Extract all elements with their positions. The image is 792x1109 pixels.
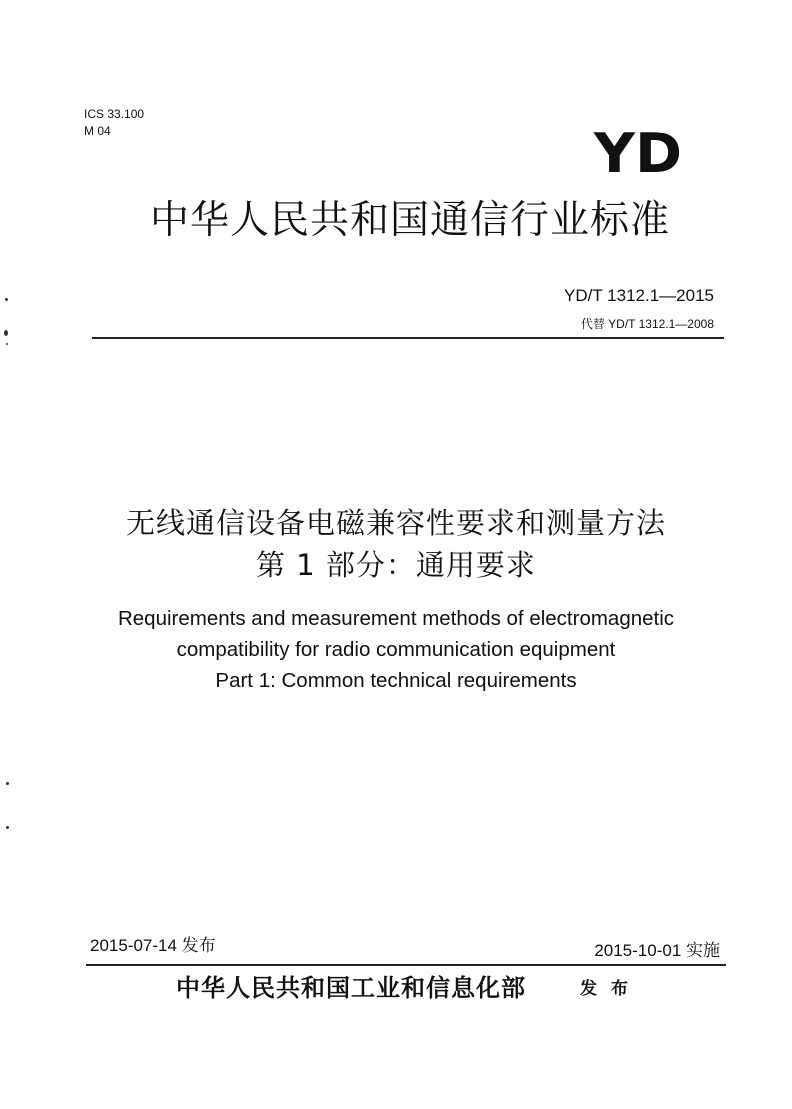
english-title: [40, 603, 752, 696]
english-title-line-2: compatibility for radio communication equipment: [176, 638, 616, 661]
ics-code: ICS 33.100: [84, 107, 145, 121]
chinese-title-line-2: 第 1 部分：通用要求: [256, 548, 536, 582]
scan-speck: [4, 330, 8, 336]
implementation-date: 2015-10-01 实施: [594, 941, 720, 960]
standard-number: YD/T 1312.1—2015: [564, 286, 714, 305]
ccs-code: M 04: [84, 124, 111, 138]
footer-divider: [86, 964, 726, 966]
scan-speck: [6, 343, 8, 345]
issuing-authority: 中华人民共和国工业和信息化部: [176, 973, 526, 1002]
standard-title: 中华人民共和国通信行业标准: [149, 198, 670, 243]
issue-label: 发 布: [580, 979, 632, 999]
scan-speck: [5, 298, 8, 301]
header-divider: [92, 337, 724, 339]
chinese-title: [40, 502, 752, 586]
english-title-line-3: Part 1: Common technical requirements: [215, 669, 577, 692]
classification-codes: [84, 106, 144, 140]
yd-logo: YD: [593, 122, 683, 185]
scan-speck: [6, 782, 9, 785]
chinese-title-line-1: 无线通信设备电磁兼容性要求和测量方法: [125, 506, 666, 540]
release-date: 2015-07-14 发布: [90, 936, 216, 955]
scan-speck: [6, 826, 9, 829]
replaces-note: 代替 YD/T 1312.1—2008: [580, 317, 714, 331]
english-title-line-1: Requirements and measurement methods of electromagnetic: [117, 607, 675, 630]
